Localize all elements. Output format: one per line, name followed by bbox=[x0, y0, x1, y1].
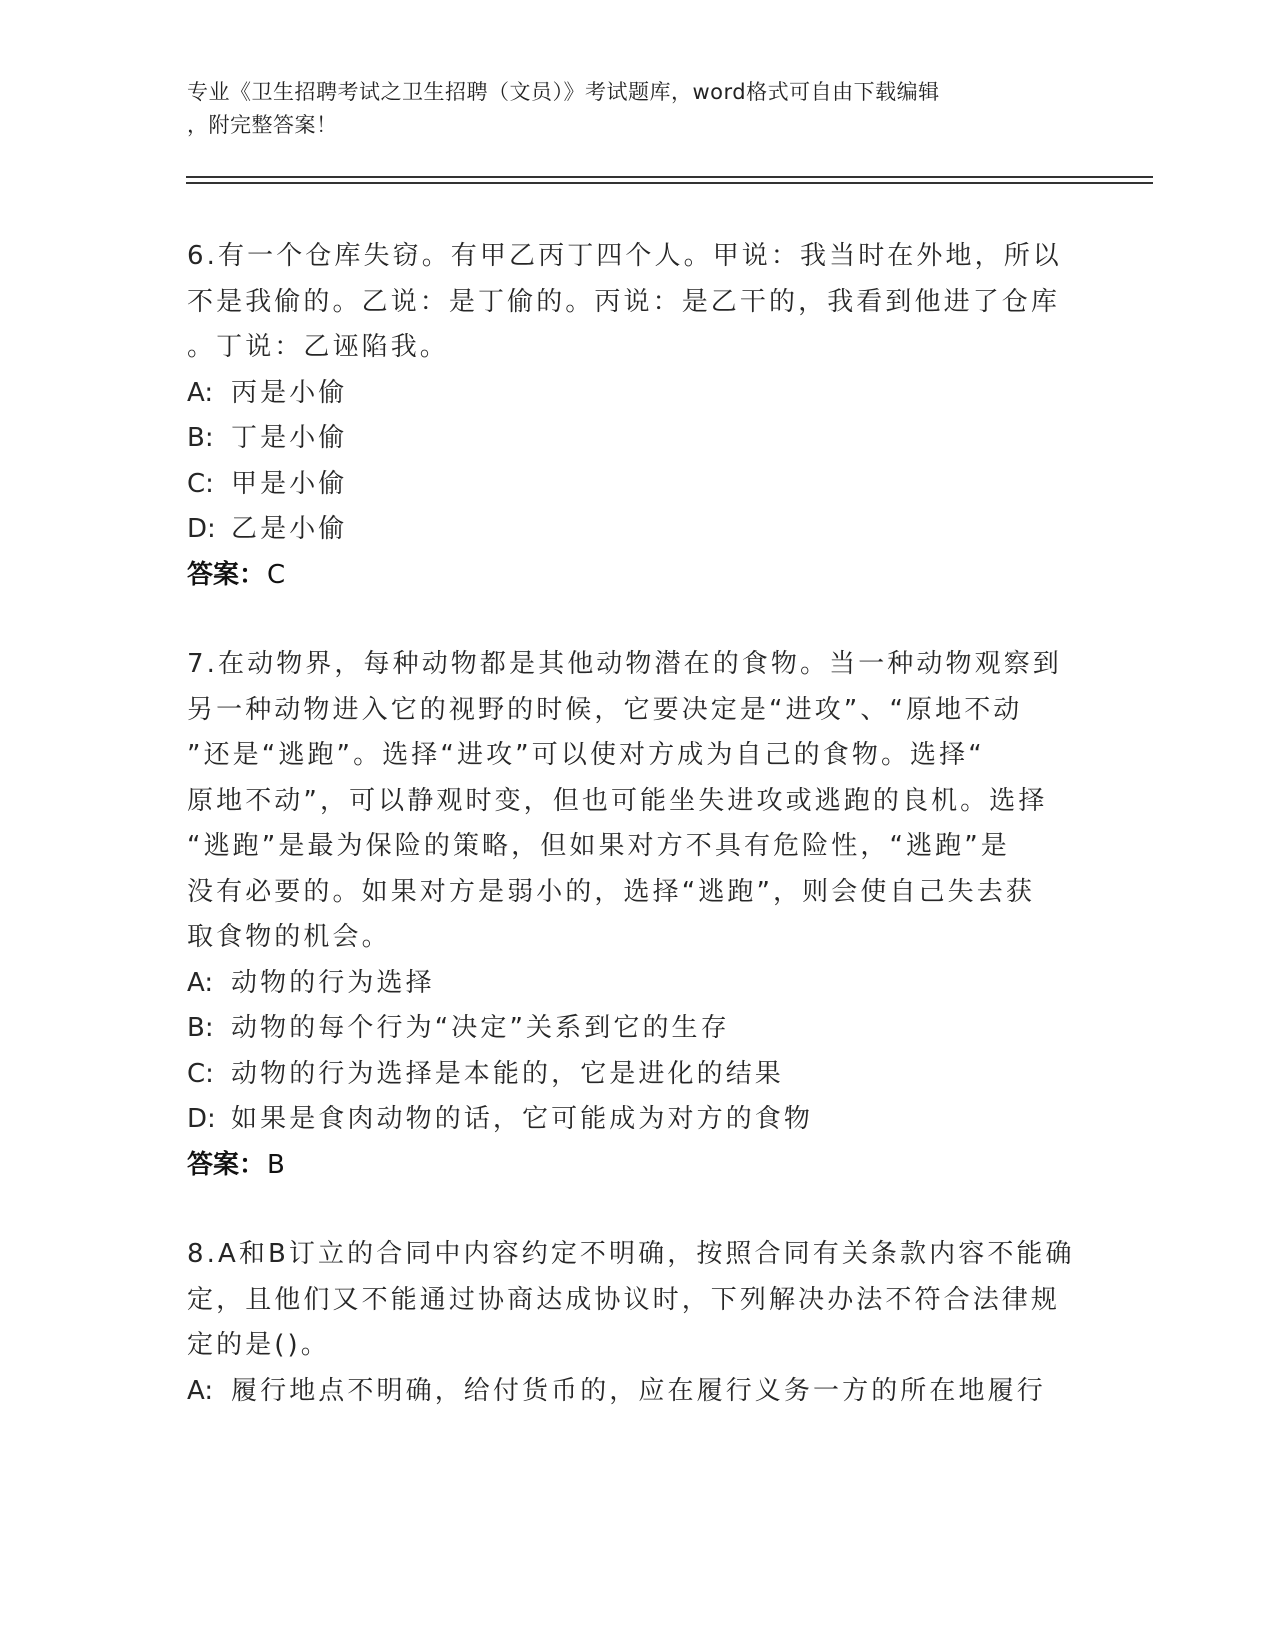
question-7-option-c bbox=[187, 1052, 1097, 1098]
question-7-answer bbox=[187, 1143, 1097, 1189]
option-text: 履行地点不明确，给付货币的，应在履行义务一方的所在地履行 bbox=[231, 1375, 1046, 1406]
answer-label: 答案： bbox=[187, 559, 266, 590]
question-8-stem-line-3: 定的是()。 bbox=[187, 1330, 330, 1360]
question-6-stem-line-3: 。丁说：乙诬陷我。 bbox=[187, 332, 449, 362]
header-line-1: 专业《卫生招聘考试之卫生招聘（文员）》考试题库，word格式可自由下载编辑 bbox=[187, 80, 940, 104]
question-7-stem-line-1: 7.在动物界，每种动物都是其他动物潜在的食物。当一种动物观察到 bbox=[187, 649, 1062, 679]
option-text: 动物的行为选择 bbox=[231, 967, 435, 998]
header-divider-bottom bbox=[186, 182, 1153, 184]
question-8-option-a bbox=[187, 1369, 1097, 1415]
question-7-option-d bbox=[187, 1097, 1097, 1143]
option-text: 乙是小偷 bbox=[231, 514, 348, 544]
answer-value: C bbox=[267, 559, 286, 590]
option-text: 丁是小偷 bbox=[231, 423, 348, 453]
question-6-stem-line-1: 6.有一个仓库失窃。有甲乙丙丁四个人。甲说：我当时在外地，所以 bbox=[187, 241, 1062, 271]
question-6 bbox=[187, 234, 1097, 598]
question-8-stem-line-2: 定，且他们又不能通过协商达成协议时，下列解决办法不符合法律规 bbox=[187, 1284, 1061, 1315]
option-key: A: bbox=[187, 967, 214, 998]
option-key: A: bbox=[187, 1375, 214, 1406]
option-key: C: bbox=[187, 468, 214, 499]
question-6-option-d bbox=[187, 507, 1097, 553]
option-key: B: bbox=[187, 423, 214, 453]
option-text: 动物的每个行为“决定”关系到它的生存 bbox=[231, 1013, 730, 1043]
option-key: D: bbox=[187, 1104, 216, 1134]
option-key: B: bbox=[187, 1013, 214, 1043]
question-8 bbox=[187, 1232, 1097, 1414]
document-header bbox=[187, 76, 1087, 142]
option-text: 如果是食肉动物的话，它可能成为对方的食物 bbox=[231, 1104, 814, 1134]
question-6-answer bbox=[187, 553, 1097, 599]
option-text: 甲是小偷 bbox=[231, 468, 348, 499]
question-7-stem-line-5: “逃跑”是最为保险的策略，但如果对方不具有危险性，“逃跑”是 bbox=[187, 831, 1010, 861]
question-7-option-b bbox=[187, 1006, 1097, 1052]
question-6-stem-line-2: 不是我偷的。乙说：是丁偷的。丙说：是乙干的，我看到他进了仓库 bbox=[187, 286, 1061, 317]
question-7-stem-line-6: 没有必要的。如果对方是弱小的，选择“逃跑”，则会使自己失去获 bbox=[187, 876, 1035, 907]
question-7-stem-line-3: ”还是“逃跑”。选择“进攻”可以使对方成为自己的食物。选择“ bbox=[187, 740, 985, 770]
question-8-stem-line-1: 8.A和B订立的合同中内容约定不明确，按照合同有关条款内容不能确 bbox=[187, 1239, 1075, 1269]
option-key: A: bbox=[187, 377, 214, 408]
option-text: 丙是小偷 bbox=[231, 377, 348, 408]
question-6-option-c bbox=[187, 462, 1097, 508]
question-7-stem-line-4: 原地不动”，可以静观时变，但也可能坐失进攻或逃跑的良机。选择 bbox=[187, 785, 1048, 816]
question-6-option-b bbox=[187, 416, 1097, 462]
question-7-option-a bbox=[187, 961, 1097, 1007]
question-6-option-a bbox=[187, 371, 1097, 417]
question-list bbox=[187, 234, 1097, 1458]
option-key: C: bbox=[187, 1058, 214, 1089]
question-7-stem-line-2: 另一种动物进入它的视野的时候，它要决定是“进攻”、“原地不动 bbox=[187, 694, 1023, 725]
question-7 bbox=[187, 642, 1097, 1188]
option-key: D: bbox=[187, 514, 216, 544]
answer-value: B bbox=[267, 1149, 285, 1180]
question-7-stem-line-7: 取食物的机会。 bbox=[187, 922, 391, 952]
option-text: 动物的行为选择是本能的，它是进化的结果 bbox=[231, 1058, 784, 1089]
header-line-2: ，附完整答案！ bbox=[187, 113, 338, 137]
header-divider-top bbox=[186, 176, 1153, 178]
answer-label: 答案： bbox=[187, 1149, 266, 1180]
